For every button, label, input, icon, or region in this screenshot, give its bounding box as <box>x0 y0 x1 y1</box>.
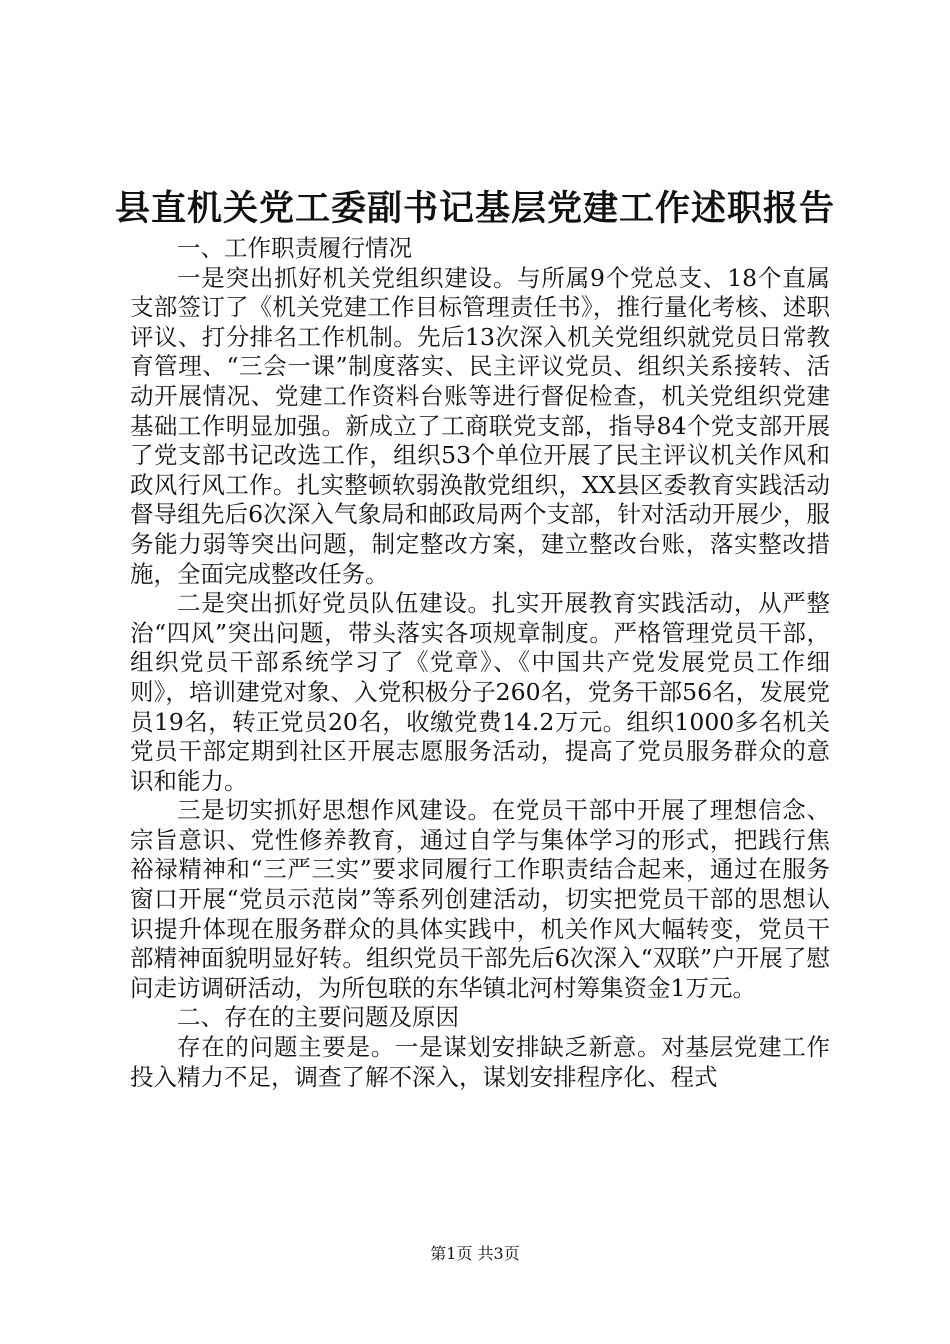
section-heading-1: 一、工作职责履行情况 <box>177 234 412 262</box>
paragraph-ideological-style: 三是切实抓好思想作风建设。在党员干部中开展了理想信念、宗旨意识、党性修养教育，通过自学与集体学习的形式，把践行焦裕禄精神和“三严三实”要求同履行工作职责结合起来，通过在服务窗口开展“党员示范岗”等系列创建活动，切实把党员干部的思想认识提升体现在服务群众的具体实践中，机关作风大幅转变，党员干部精神面貌明显好转。组织党员干部先后6次深入“双联”户开展了慰问走访调研活动，为所包联的东华镇北河村筹集资金1万元。 <box>130 796 830 1002</box>
page-footer: 第1页 共3页 <box>430 1244 520 1263</box>
document-body <box>130 234 830 1092</box>
document-title: 县直机关党工委副书记基层党建工作述职报告 <box>114 188 835 229</box>
section-heading-2: 二、存在的主要问题及原因 <box>177 1003 459 1032</box>
paragraph-party-organization: 一是突出抓好机关党组织建设。与所属9个党总支、18个直属支部签订了《机关党建工作目标管理责任书》，推行量化考核、述职评议、打分排名工作机制。先后13次深入机关党组织就党员日常教育管理、“三会一课”制度落实、民主评议党员、组织关系接转、活动开展情况、党建工作资料台账等进行督促检查，机关党组织党建基础工作明显加强。新成立了工商联党支部，指导84个党支部开展了党支部书记改选工作，组织53个单位开展了民主评议机关作风和政风行风工作。扎实整顿软弱涣散党组织，XX县区委教育实践活动督导组先后6次深入气象局和邮政局两个支部，针对活动开展少，服务能力弱等突出问题，制定整改方案，建立整改台账，落实整改措施，全面完成整改任务。 <box>130 263 830 588</box>
paragraph-problems: 存在的问题主要是。一是谋划安排缺乏新意。对基层党建工作投入精力不足，调查了解不深入，谋划安排程序化、程式 <box>130 1033 830 1091</box>
paragraph-party-members: 二是突出抓好党员队伍建设。扎实开展教育实践活动，从严整治“四风”突出问题，带头落实各项规章制度。严格管理党员干部，组织党员干部系统学习了《党章》、《中国共产党发展党员工作细则》，培训建党对象、入党积极分子260名，党务干部56名，发展党员19名，转正党员20名，收缴党费14.2万元。组织1000多名机关党员干部定期到社区开展志愿服务活动，提高了党员服务群众的意识和能力。 <box>130 589 830 795</box>
